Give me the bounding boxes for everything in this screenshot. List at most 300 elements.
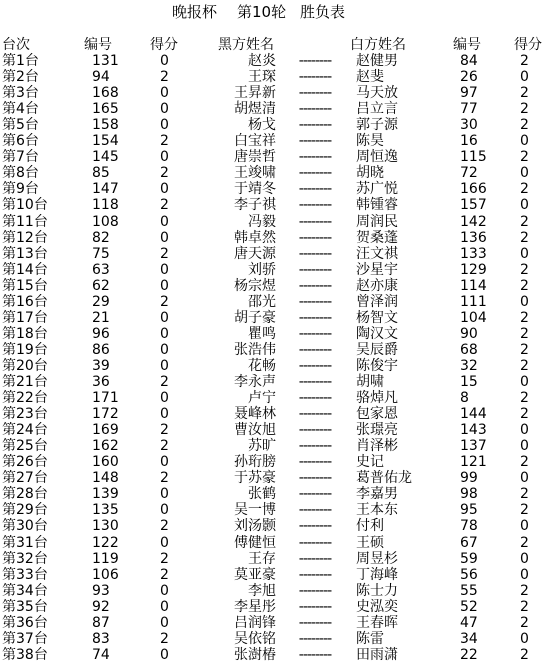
white-score-cell: 0 xyxy=(520,630,529,647)
white-name-cell: 苏广悦 xyxy=(356,181,398,198)
separator-dashes: -------- xyxy=(298,293,332,310)
white-no-cell: 99 xyxy=(460,470,478,487)
black-score-cell: 2 xyxy=(160,245,169,262)
white-no-cell: 56 xyxy=(460,566,478,583)
separator-dashes: -------- xyxy=(298,69,332,86)
black-no-cell: 135 xyxy=(92,502,119,519)
white-name-cell: 王本东 xyxy=(356,502,398,519)
black-no-cell: 92 xyxy=(92,598,110,615)
separator-dashes: -------- xyxy=(298,357,332,374)
separator-dashes: -------- xyxy=(298,53,332,69)
black-no-cell: 118 xyxy=(92,197,119,214)
black-score-cell: 0 xyxy=(160,325,169,342)
black-name-cell: 王竣啸 xyxy=(234,165,276,182)
separator-dashes: -------- xyxy=(298,165,332,182)
board-cell: 第19台 xyxy=(2,341,48,358)
white-score-cell: 2 xyxy=(520,309,529,326)
table-row xyxy=(0,502,550,518)
table-row xyxy=(0,567,550,583)
separator-dashes: -------- xyxy=(298,213,332,230)
black-name-cell: 吴依铭 xyxy=(234,630,276,647)
white-score-cell: 2 xyxy=(520,53,529,69)
black-no-cell: 29 xyxy=(92,293,110,310)
black-no-cell: 172 xyxy=(92,406,119,423)
black-score-cell: 0 xyxy=(160,261,169,278)
black-no-cell: 147 xyxy=(92,181,119,198)
separator-dashes: -------- xyxy=(298,325,332,342)
separator-dashes: -------- xyxy=(298,341,332,358)
black-name-cell: 唐崇哲 xyxy=(234,149,276,166)
separator-dashes: -------- xyxy=(298,309,332,326)
black-no-cell: 154 xyxy=(92,133,119,150)
table-row xyxy=(0,165,550,181)
separator-dashes: -------- xyxy=(298,486,332,503)
black-score-cell: 2 xyxy=(160,438,169,455)
black-name-cell: 杨宗煜 xyxy=(234,277,276,294)
white-name-cell: 陈昊 xyxy=(356,133,384,150)
white-score-cell: 2 xyxy=(520,486,529,503)
black-no-cell: 165 xyxy=(92,101,119,118)
white-no-cell: 95 xyxy=(460,502,478,519)
separator-dashes: -------- xyxy=(298,117,332,134)
title-event: 晚报杯 xyxy=(172,3,218,21)
black-name-cell: 李旭 xyxy=(248,582,276,599)
separator-dashes: -------- xyxy=(298,646,332,663)
separator-dashes: -------- xyxy=(298,374,332,390)
white-score-cell: 2 xyxy=(520,454,529,471)
black-name-cell: 曹汝旭 xyxy=(234,422,276,439)
black-name-cell: 吕润锋 xyxy=(234,614,276,631)
white-name-cell: 周润民 xyxy=(356,213,398,230)
black-score-cell: 0 xyxy=(160,149,169,166)
white-no-cell: 136 xyxy=(460,229,487,246)
white-score-cell: 0 xyxy=(520,197,529,214)
black-score-cell: 0 xyxy=(160,309,169,326)
black-no-cell: 130 xyxy=(92,518,119,535)
black-name-cell: 赵炎 xyxy=(248,53,276,69)
board-cell: 第28台 xyxy=(2,486,48,503)
black-score-cell: 2 xyxy=(160,422,169,439)
white-score-cell: 2 xyxy=(520,357,529,374)
black-score-cell: 2 xyxy=(160,133,169,150)
black-score-cell: 2 xyxy=(160,630,169,647)
table-row xyxy=(0,149,550,165)
header-black-score: 得分 xyxy=(150,37,178,53)
black-score-cell: 2 xyxy=(160,165,169,182)
white-score-cell: 2 xyxy=(520,390,529,407)
black-name-cell: 傅健恒 xyxy=(234,534,276,551)
board-cell: 第26台 xyxy=(2,454,48,471)
white-score-cell: 2 xyxy=(520,277,529,294)
black-no-cell: 162 xyxy=(92,438,119,455)
table-row xyxy=(0,294,550,310)
black-no-cell: 62 xyxy=(92,277,110,294)
white-score-cell: 0 xyxy=(520,133,529,150)
white-no-cell: 133 xyxy=(460,245,487,262)
black-no-cell: 171 xyxy=(92,390,119,407)
white-no-cell: 77 xyxy=(460,101,478,118)
white-score-cell: 2 xyxy=(520,117,529,134)
board-cell: 第2台 xyxy=(2,69,39,86)
separator-dashes: -------- xyxy=(298,181,332,198)
black-no-cell: 83 xyxy=(92,630,110,647)
white-no-cell: 144 xyxy=(460,406,487,423)
white-no-cell: 30 xyxy=(460,117,478,134)
black-score-cell: 2 xyxy=(160,550,169,567)
black-name-cell: 王昇新 xyxy=(234,85,276,102)
white-no-cell: 8 xyxy=(460,390,469,407)
board-cell: 第20台 xyxy=(2,357,48,374)
white-no-cell: 98 xyxy=(460,486,478,503)
black-score-cell: 0 xyxy=(160,341,169,358)
white-name-cell: 吴辰爵 xyxy=(356,341,398,358)
black-score-cell: 0 xyxy=(160,502,169,519)
board-cell: 第29台 xyxy=(2,502,48,519)
black-name-cell: 张鹤 xyxy=(248,486,276,503)
separator-dashes: -------- xyxy=(298,245,332,262)
table-row xyxy=(0,117,550,133)
white-no-cell: 32 xyxy=(460,357,478,374)
white-name-cell: 王春晖 xyxy=(356,614,398,631)
table-row xyxy=(0,583,550,599)
white-score-cell: 0 xyxy=(520,550,529,567)
black-name-cell: 于苏豪 xyxy=(234,470,276,487)
table-row xyxy=(0,85,550,101)
title-table: 胜负表 xyxy=(300,3,346,21)
white-no-cell: 59 xyxy=(460,550,478,567)
black-no-cell: 160 xyxy=(92,454,119,471)
black-score-cell: 0 xyxy=(160,357,169,374)
black-score-cell: 0 xyxy=(160,534,169,551)
separator-dashes: -------- xyxy=(298,502,332,519)
white-score-cell: 0 xyxy=(520,374,529,390)
black-name-cell: 冯毅 xyxy=(248,213,276,230)
black-no-cell: 85 xyxy=(92,165,110,182)
black-score-cell: 0 xyxy=(160,390,169,407)
separator-dashes: -------- xyxy=(298,85,332,102)
white-name-cell: 李嘉男 xyxy=(356,486,398,503)
white-no-cell: 72 xyxy=(460,165,478,182)
table-row xyxy=(0,133,550,149)
black-score-cell: 0 xyxy=(160,181,169,198)
table-row xyxy=(0,53,550,69)
white-name-cell: 陈俊宇 xyxy=(356,357,398,374)
table-row xyxy=(0,438,550,454)
black-name-cell: 瞿鸣 xyxy=(248,325,276,342)
table-row xyxy=(0,197,550,213)
board-cell: 第21台 xyxy=(2,374,48,390)
black-score-cell: 0 xyxy=(160,213,169,230)
white-no-cell: 97 xyxy=(460,85,478,102)
white-name-cell: 郭子源 xyxy=(356,117,398,134)
black-name-cell: 胡煜清 xyxy=(234,101,276,118)
table-row xyxy=(0,615,550,631)
white-name-cell: 韩锺睿 xyxy=(356,197,398,214)
white-no-cell: 143 xyxy=(460,422,487,439)
board-cell: 第6台 xyxy=(2,133,39,150)
board-cell: 第16台 xyxy=(2,293,48,310)
separator-dashes: -------- xyxy=(298,406,332,423)
black-no-cell: 108 xyxy=(92,213,119,230)
board-cell: 第25台 xyxy=(2,438,48,455)
black-name-cell: 聂峰林 xyxy=(234,406,276,423)
white-name-cell: 赵斐 xyxy=(356,69,384,86)
white-score-cell: 2 xyxy=(520,181,529,198)
white-name-cell: 葛普佑龙 xyxy=(356,470,412,487)
table-row xyxy=(0,599,550,615)
white-name-cell: 田雨潇 xyxy=(356,646,398,663)
separator-dashes: -------- xyxy=(298,101,332,118)
board-cell: 第7台 xyxy=(2,149,39,166)
black-name-cell: 李星彤 xyxy=(234,598,276,615)
separator-dashes: -------- xyxy=(298,598,332,615)
black-no-cell: 36 xyxy=(92,374,110,390)
white-name-cell: 马天放 xyxy=(356,85,398,102)
white-name-cell: 赵亦康 xyxy=(356,277,398,294)
board-cell: 第27台 xyxy=(2,470,48,487)
white-name-cell: 吕立言 xyxy=(356,101,398,118)
black-score-cell: 0 xyxy=(160,406,169,423)
table-row xyxy=(0,470,550,486)
white-score-cell: 0 xyxy=(520,470,529,487)
white-score-cell: 2 xyxy=(520,149,529,166)
separator-dashes: -------- xyxy=(298,390,332,407)
white-score-cell: 0 xyxy=(520,69,529,86)
black-no-cell: 39 xyxy=(92,357,110,374)
board-cell: 第1台 xyxy=(2,53,39,69)
white-name-cell: 包家恩 xyxy=(356,406,398,423)
board-cell: 第13台 xyxy=(2,245,48,262)
black-name-cell: 张澍椿 xyxy=(234,646,276,663)
white-no-cell: 34 xyxy=(460,630,478,647)
white-score-cell: 0 xyxy=(520,293,529,310)
white-name-cell: 陈雷 xyxy=(356,630,384,647)
black-score-cell: 0 xyxy=(160,646,169,663)
black-score-cell: 2 xyxy=(160,293,169,310)
white-score-cell: 2 xyxy=(520,213,529,230)
table-row xyxy=(0,262,550,278)
header-white-name: 白方姓名 xyxy=(350,37,406,53)
white-score-cell: 2 xyxy=(520,534,529,551)
black-score-cell: 0 xyxy=(160,486,169,503)
black-no-cell: 75 xyxy=(92,245,110,262)
board-cell: 第17台 xyxy=(2,309,48,326)
black-name-cell: 张浩伟 xyxy=(234,341,276,358)
black-name-cell: 白宝祥 xyxy=(234,133,276,150)
white-no-cell: 121 xyxy=(460,454,487,471)
separator-dashes: -------- xyxy=(298,422,332,439)
white-name-cell: 骆焯凡 xyxy=(356,390,398,407)
board-cell: 第32台 xyxy=(2,550,48,567)
white-no-cell: 114 xyxy=(460,277,487,294)
table-row xyxy=(0,69,550,85)
white-score-cell: 2 xyxy=(520,85,529,102)
black-no-cell: 139 xyxy=(92,486,119,503)
white-no-cell: 16 xyxy=(460,133,478,150)
black-no-cell: 122 xyxy=(92,534,119,551)
black-no-cell: 119 xyxy=(92,550,119,567)
white-name-cell: 胡晓 xyxy=(356,165,384,182)
board-cell: 第35台 xyxy=(2,598,48,615)
separator-dashes: -------- xyxy=(298,261,332,278)
board-cell: 第5台 xyxy=(2,117,39,134)
black-name-cell: 杨戈 xyxy=(248,117,276,134)
black-no-cell: 96 xyxy=(92,325,110,342)
black-score-cell: 0 xyxy=(160,117,169,134)
white-name-cell: 付利 xyxy=(356,518,384,535)
black-score-cell: 0 xyxy=(160,598,169,615)
black-name-cell: 王琛 xyxy=(248,69,276,86)
black-name-cell: 胡子豪 xyxy=(234,309,276,326)
table-row xyxy=(0,551,550,567)
separator-dashes: -------- xyxy=(298,550,332,567)
separator-dashes: -------- xyxy=(298,614,332,631)
white-name-cell: 陈士力 xyxy=(356,582,398,599)
white-score-cell: 2 xyxy=(520,406,529,423)
white-name-cell: 赵健男 xyxy=(356,53,398,69)
black-name-cell: 刘骄 xyxy=(248,261,276,278)
white-name-cell: 史记 xyxy=(356,454,384,471)
black-no-cell: 93 xyxy=(92,582,110,599)
separator-dashes: -------- xyxy=(298,518,332,535)
white-name-cell: 沙星宇 xyxy=(356,261,398,278)
board-cell: 第10台 xyxy=(2,197,48,214)
white-no-cell: 111 xyxy=(460,293,487,310)
separator-dashes: -------- xyxy=(298,277,332,294)
white-no-cell: 78 xyxy=(460,518,478,535)
black-score-cell: 0 xyxy=(160,229,169,246)
board-cell: 第9台 xyxy=(2,181,39,198)
white-name-cell: 杨智文 xyxy=(356,309,398,326)
black-score-cell: 2 xyxy=(160,197,169,214)
white-score-cell: 2 xyxy=(520,341,529,358)
black-no-cell: 74 xyxy=(92,646,110,663)
black-no-cell: 158 xyxy=(92,117,119,134)
table-row xyxy=(0,181,550,197)
black-no-cell: 21 xyxy=(92,309,110,326)
board-cell: 第31台 xyxy=(2,534,48,551)
board-cell: 第33台 xyxy=(2,566,48,583)
board-cell: 第38台 xyxy=(2,646,48,663)
black-name-cell: 苏旷 xyxy=(248,438,276,455)
board-cell: 第14台 xyxy=(2,261,48,278)
white-score-cell: 0 xyxy=(520,438,529,455)
white-name-cell: 胡啸 xyxy=(356,374,384,390)
board-cell: 第8台 xyxy=(2,165,39,182)
white-no-cell: 52 xyxy=(460,598,478,615)
black-no-cell: 63 xyxy=(92,261,110,278)
board-cell: 第23台 xyxy=(2,406,48,423)
white-name-cell: 史泓奕 xyxy=(356,598,398,615)
black-score-cell: 2 xyxy=(160,566,169,583)
table-row xyxy=(0,326,550,342)
black-score-cell: 2 xyxy=(160,518,169,535)
separator-dashes: -------- xyxy=(298,438,332,455)
separator-dashes: -------- xyxy=(298,454,332,471)
white-no-cell: 157 xyxy=(460,197,487,214)
black-name-cell: 于靖冬 xyxy=(234,181,276,198)
black-name-cell: 孙珩膀 xyxy=(234,454,276,471)
board-cell: 第3台 xyxy=(2,85,39,102)
table-row xyxy=(0,310,550,326)
separator-dashes: -------- xyxy=(298,149,332,166)
board-cell: 第4台 xyxy=(2,101,39,118)
table-row xyxy=(0,101,550,117)
separator-dashes: -------- xyxy=(298,229,332,246)
black-no-cell: 131 xyxy=(92,53,119,69)
separator-dashes: -------- xyxy=(298,630,332,647)
table-row xyxy=(0,390,550,406)
black-score-cell: 0 xyxy=(160,53,169,69)
white-name-cell: 张璟亮 xyxy=(356,422,398,439)
white-score-cell: 2 xyxy=(520,614,529,631)
black-name-cell: 唐天源 xyxy=(234,245,276,262)
white-name-cell: 汪文祺 xyxy=(356,245,398,262)
white-name-cell: 陶汉文 xyxy=(356,325,398,342)
table-row xyxy=(0,422,550,438)
white-score-cell: 2 xyxy=(520,502,529,519)
black-no-cell: 87 xyxy=(92,614,110,631)
black-name-cell: 王存 xyxy=(248,550,276,567)
separator-dashes: -------- xyxy=(298,133,332,150)
black-no-cell: 86 xyxy=(92,341,110,358)
white-name-cell: 王硕 xyxy=(356,534,384,551)
black-no-cell: 106 xyxy=(92,566,119,583)
title-round: 第10轮 xyxy=(237,3,287,21)
header-board: 台次 xyxy=(2,37,30,53)
black-no-cell: 94 xyxy=(92,69,110,86)
table-row xyxy=(0,358,550,374)
white-no-cell: 166 xyxy=(460,181,487,198)
table-row xyxy=(0,214,550,230)
board-cell: 第37台 xyxy=(2,630,48,647)
separator-dashes: -------- xyxy=(298,582,332,599)
white-score-cell: 0 xyxy=(520,518,529,535)
header-white-score: 得分 xyxy=(514,37,542,53)
black-score-cell: 0 xyxy=(160,85,169,102)
table-header xyxy=(0,37,550,53)
black-score-cell: 0 xyxy=(160,582,169,599)
black-score-cell: 2 xyxy=(160,374,169,390)
white-score-cell: 0 xyxy=(520,566,529,583)
separator-dashes: -------- xyxy=(298,566,332,583)
board-cell: 第24台 xyxy=(2,422,48,439)
black-score-cell: 0 xyxy=(160,454,169,471)
black-no-cell: 169 xyxy=(92,422,119,439)
black-name-cell: 卢宁 xyxy=(248,390,276,407)
table-row xyxy=(0,535,550,551)
white-score-cell: 0 xyxy=(520,245,529,262)
white-name-cell: 丁海峰 xyxy=(356,566,398,583)
black-name-cell: 李子祺 xyxy=(234,197,276,214)
board-cell: 第34台 xyxy=(2,582,48,599)
separator-dashes: -------- xyxy=(298,197,332,214)
white-score-cell: 2 xyxy=(520,582,529,599)
white-no-cell: 115 xyxy=(460,149,487,166)
black-name-cell: 吴一博 xyxy=(234,502,276,519)
black-name-cell: 李永声 xyxy=(234,374,276,390)
table-row xyxy=(0,230,550,246)
white-score-cell: 2 xyxy=(520,646,529,663)
board-cell: 第15台 xyxy=(2,277,48,294)
black-name-cell: 邵光 xyxy=(248,293,276,310)
black-no-cell: 82 xyxy=(92,229,110,246)
separator-dashes: -------- xyxy=(298,534,332,551)
black-score-cell: 2 xyxy=(160,470,169,487)
white-score-cell: 2 xyxy=(520,229,529,246)
white-no-cell: 129 xyxy=(460,261,487,278)
white-no-cell: 67 xyxy=(460,534,478,551)
